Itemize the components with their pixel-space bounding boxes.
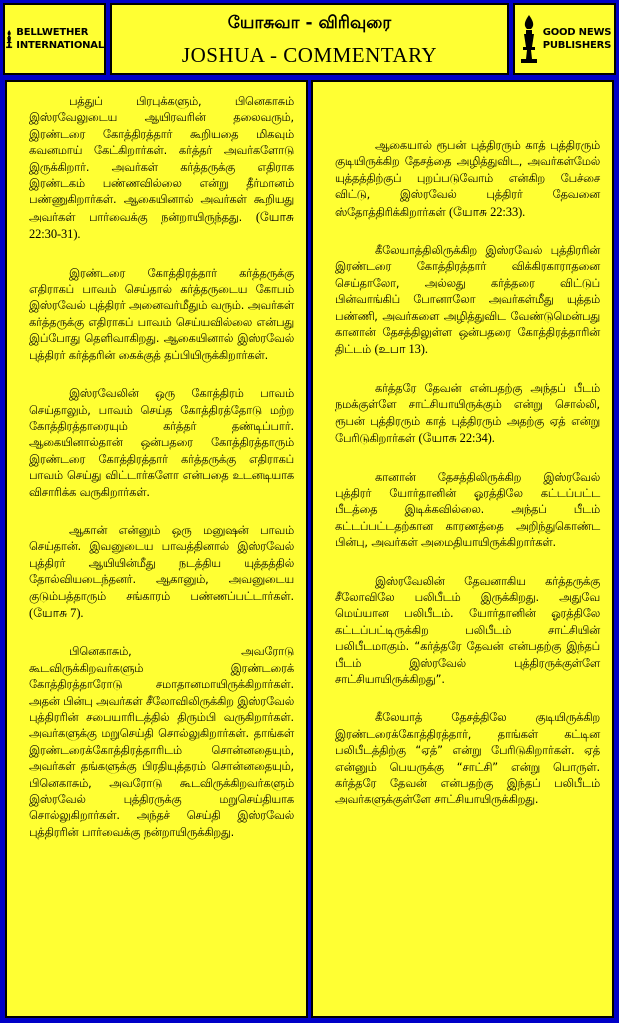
lamp-icon	[518, 13, 540, 65]
paragraph: பினெகாசும், அவரோடு கூடவிருக்கிறவர்களும் இரண்டரைக் கோத்திரத்தாரோடு சமாதானமாயிருக்கிறார்கள். அதன் பின்பு அவர்கள் சீலோவிலிருக்கிற இஸ்ரவேல் புத்திரரின் சபையாரிடத்தில் திரும்பி வருகிறார்கள். அவர்களுக்கு மறுசெய்தி சொல்லுகிறார்கள். தாங்கள் இரண்டரைக்கோத்திரத்தாரிடம் சொன்னதையும், அவர்கள் தங்களுக்கு பிரதியுத்தரம் சொன்னதையும், பினெகாசும், அவரோடு கூடவிருக்கிறவர்களும் இஸ்ரவேல் புத்திரருக்கு மறுசெய்தியாக சொல்லுகிறார்கள். அந்தச் செய்தி இஸ்ரவேல் புத்திரரின் பார்வைக்கு நன்றாயிருக்கிறது.	[29, 645, 294, 839]
logo-right-line2: PUBLISHERS	[542, 40, 612, 51]
bellwether-logo	[5, 5, 104, 73]
title-tamil: யோசுவா - விரிவுரை	[227, 13, 392, 33]
left-column	[5, 80, 308, 1018]
logo-right-line1: GOOD NEWS	[542, 27, 612, 38]
logo-left-line1: BELLWETHER	[16, 27, 89, 38]
scripture-reference: (யோசு 7).	[29, 605, 84, 620]
paragraph: ஆகையால் ரூபன் புத்திரரும் காத் புத்திரரும் குடியிருக்கிற தேசத்தை அழித்துவிட, அவர்கள்மேல் யுத்தத்திற்குப் புறப்படுவோம் என்கிற பேச்சை விட்டு, இஸ்ரவேல் புத்திரர் தேவனை ஸ்தோத்திரிக்கிறார்கள் (யோசு 22:33).	[335, 139, 600, 219]
lamp-icon	[5, 13, 13, 65]
paragraph: இஸ்ரவேலின் தேவனாகிய கர்த்தருக்கு சீலோவிலே பலிபீடம் இருக்கிறது. அதுவே மெய்யான பலிபீடம். யோர்தானின் ஓரத்திலே கட்டப்பட்டிருக்கிற பலிபீடம் சாட்சியின் பலிபீடமாகும். “கர்த்தரே தேவன் என்பதற்கு இந்தப் பீடம் இஸ்ரவேல் புத்திரருக்குள்ளே சாட்சியாயிருக்கிறது”.	[335, 574, 600, 686]
right-column	[311, 80, 614, 1018]
paragraph: கீலேயாத் தேசத்திலே குடியிருக்கிற இரண்டரைக்கோத்திரத்தார், தாங்கள் கட்டின பலிபீடத்திற்கு “ஏத்” என்று பேரிடுகிறார்கள். ஏத் என்னும் பெயருக்கு “சாட்சி” என்று பொருள். கர்த்தரே தேவன் என்பதற்கு இந்தப் பலிபீடம் அவர்களுக்குள்ளே சாட்சியாயிருக்கிறது.	[335, 711, 600, 807]
paragraph: கர்த்தரே தேவன் என்பதற்கு அந்தப் பீடம் நமக்குள்ளே சாட்சியாயிருக்கும் என்று சொல்லி, ரூபன் புத்திரரும் காத் புத்திரரும் அதற்கு ஏத் என்று பேரிடுகிறார்கள் (யோசு 22:34).	[335, 381, 600, 446]
title-english: JOSHUA - COMMENTARY	[181, 43, 438, 67]
paragraph: இரண்டரை கோத்திரத்தார் கர்த்தருக்கு எதிராகப் பாவம் செய்தால் கர்த்தருடைய கோபம் இஸ்ரவேல் புத்திரர் அனைவர்மீதும் வரும். அவர்கள் கர்த்தருக்கு எதிராகப் பாவம் செய்யவில்லை என்பது இப்போது தெளிவாகிறது. ஆகையினால் இஸ்ரவேல் புத்திரர் கர்த்தரின் கைக்குத் தப்பியிருக்கிறார்கள்.	[29, 266, 294, 362]
scripture-reference: (யோசு 22:34).	[418, 431, 495, 446]
paragraph: ஆகான் என்னும் ஒரு மனுஷன் பாவம் செய்தான். இவனுடைய பாவத்தினால் இஸ்ரவேல் புத்திரர் ஆயியின்மீது நடத்திய யுத்தத்தில் தோல்வியடைந்தனர். ஆகானும், அவனுடைய குடும்பத்தாரும் சங்காரம் பண்ணப்பட்டார்கள். (யோசு 7).	[29, 523, 294, 620]
scripture-reference: (யோசு 22:30-31).	[29, 209, 294, 242]
scripture-reference: (யோசு 22:33).	[448, 204, 526, 219]
paragraph: கானான் தேசத்திலிருக்கிற இஸ்ரவேல் புத்திரர் யோர்தானின் ஓரத்திலே கட்டப்பட்ட பீடத்தை இடிக்கவில்லை. அந்தப் பீடம் கட்டப்பட்டதற்கான காரணத்தை அறிந்துகொண்ட பின்பு, அவர்கள் அமைதியாயிருக்கிறார்கள்.	[335, 470, 600, 550]
paragraph: கீலேயாத்திலிருக்கிற இஸ்ரவேல் புத்திரரின் இரண்டரை கோத்திரத்தார் விக்கிரகாராதனை செய்தாலோ, அல்லது கர்த்தரை விட்டுப் பின்வாங்கிப் போனாலோ அவர்கள்மீது யுத்தம் பண்ணி, அவர்களை அழித்துவிட வேண்டுமென்பது கானான் தேசத்திலுள்ள ஒன்பதரை கோத்திரத்தாரின் திட்டம் (உபா 13).	[335, 244, 600, 357]
bellwether-logo-text	[16, 26, 104, 52]
scripture-reference: (உபா 13).	[374, 342, 428, 357]
bellwether-logo-box	[3, 3, 106, 75]
paragraph: பத்துப் பிரபுக்களும், பினெகாசும் இஸ்ரவேலுடைய ஆயிரவரின் தலைவரும், இரண்டரை கோத்திரத்தார் கூறியதை மிகவும் கவனமாய் கேட்கிறார்கள். கர்த்தர் அவர்களோடு இருக்கிறார். அவர்கள் கர்த்தருக்கு எதிராக இரண்டகம் பண்ணவில்லை என்று தீர்மானம் பண்ணுகிறார்கள். ஆகையினால் அவர்கள் கூறியது அவர்கள் பார்வைக்கு நன்றாயிருந்தது. (யோசு 22:30-31).	[29, 95, 294, 242]
good-news-logo	[515, 5, 614, 73]
title-box	[110, 3, 509, 75]
good-news-logo-text	[543, 26, 612, 52]
good-news-logo-box	[513, 3, 616, 75]
paragraph: இஸ்ரவேலின் ஒரு கோத்திரம் பாவம் செய்தாலும், பாவம் செய்த கோத்திரத்தோடு மற்ற கோத்திரத்தாரையும் கர்த்தர் தண்டிப்பார். ஆகையினால்தான் ஒன்பதரை கோத்திரத்தாரும் இரண்டரை கோத்திரத்தார் கர்த்தருக்கு எதிராகப் பாவம் செய்து விட்டார்களோ என்பதை உடனடியாக விசாரிக்க வருகிறார்கள்.	[29, 387, 294, 499]
logo-left-line2: INTERNATIONAL	[16, 40, 104, 51]
